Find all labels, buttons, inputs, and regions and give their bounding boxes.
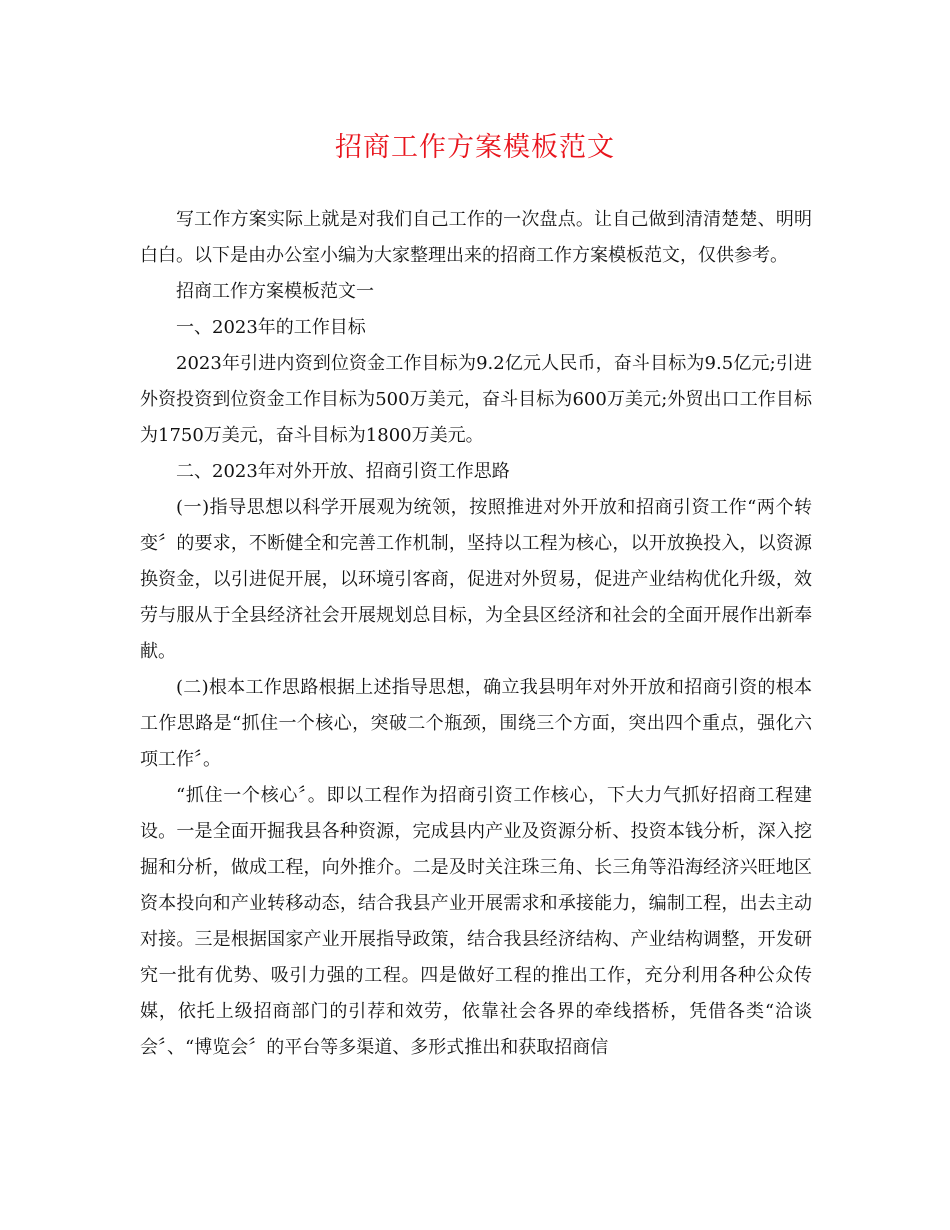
paragraph-intro: 写工作方案实际上就是对我们自己工作的一次盘点。让自己做到清清楚楚、明明白白。以下是由办公室小编为大家整理出来的招商工作方案模板范文，仅供参考。 (140, 209, 812, 266)
document-title: 招商工作方案模板范文 (335, 132, 615, 163)
paragraph-heading-goals: 一、2023年的工作目标 (176, 317, 366, 338)
paragraph-section-heading: 招商工作方案模板范文一 (176, 281, 374, 302)
paragraph-heading-approach: 二、2023年对外开放、招商引资工作思路 (176, 461, 510, 482)
paragraph-guiding-thought: (一)指导思想以科学开展观为统领，按照推进对外开放和招商引资工作“两个转变〞的要求，不断健全和完善工作机制，坚持以工程为核心，以开放换投入，以资源换资金，以引进促开展，以环境引客商，促进对外贸易，促进产业结构优化升级，效劳与服从于全县经济社会开展规划总目标，为全县区经济和社会的全面开展作出新奉献。 (140, 497, 812, 662)
document-body (140, 202, 812, 1066)
paragraph-one-core: “抓住一个核心〞。即以工程作为招商引资工作核心，下大力气抓好招商工程建设。一是全面开掘我县各种资源，完成县内产业及资源分析、投资本钱分析，深入挖掘和分析，做成工程，向外推介。二是及时关注珠三角、长三角等沿海经济兴旺地区资本投向和产业转移动态，结合我县产业开展需求和承接能力，编制工程，出去主动对接。三是根据国家产业开展指导政策，结合我县经济结构、产业结构调整，开发研究一批有优势、吸引力强的工程。四是做好工程的推出工作，充分利用各种公众传媒，依托上级招商部门的引荐和效劳，依靠社会各界的牵线搭桥，凭借各类“洽谈会〞、“博览会〞的平台等多渠道、多形式推出和获取招商信 (140, 785, 812, 1058)
paragraph-goals: 2023年引进内资到位资金工作目标为9.2亿元人民币，奋斗目标为9.5亿元;引进外资投资到位资金工作目标为500万美元，奋斗目标为600万美元;外贸出口工作目标为1750万美元，奋斗目标为1800万美元。 (140, 353, 812, 446)
paragraph-basic-approach: (二)根本工作思路根据上述指导思想，确立我县明年对外开放和招商引资的根本工作思路是“抓住一个核心，突破二个瓶颈，围绕三个方面，突出四个重点，强化六项工作〞。 (140, 677, 812, 770)
